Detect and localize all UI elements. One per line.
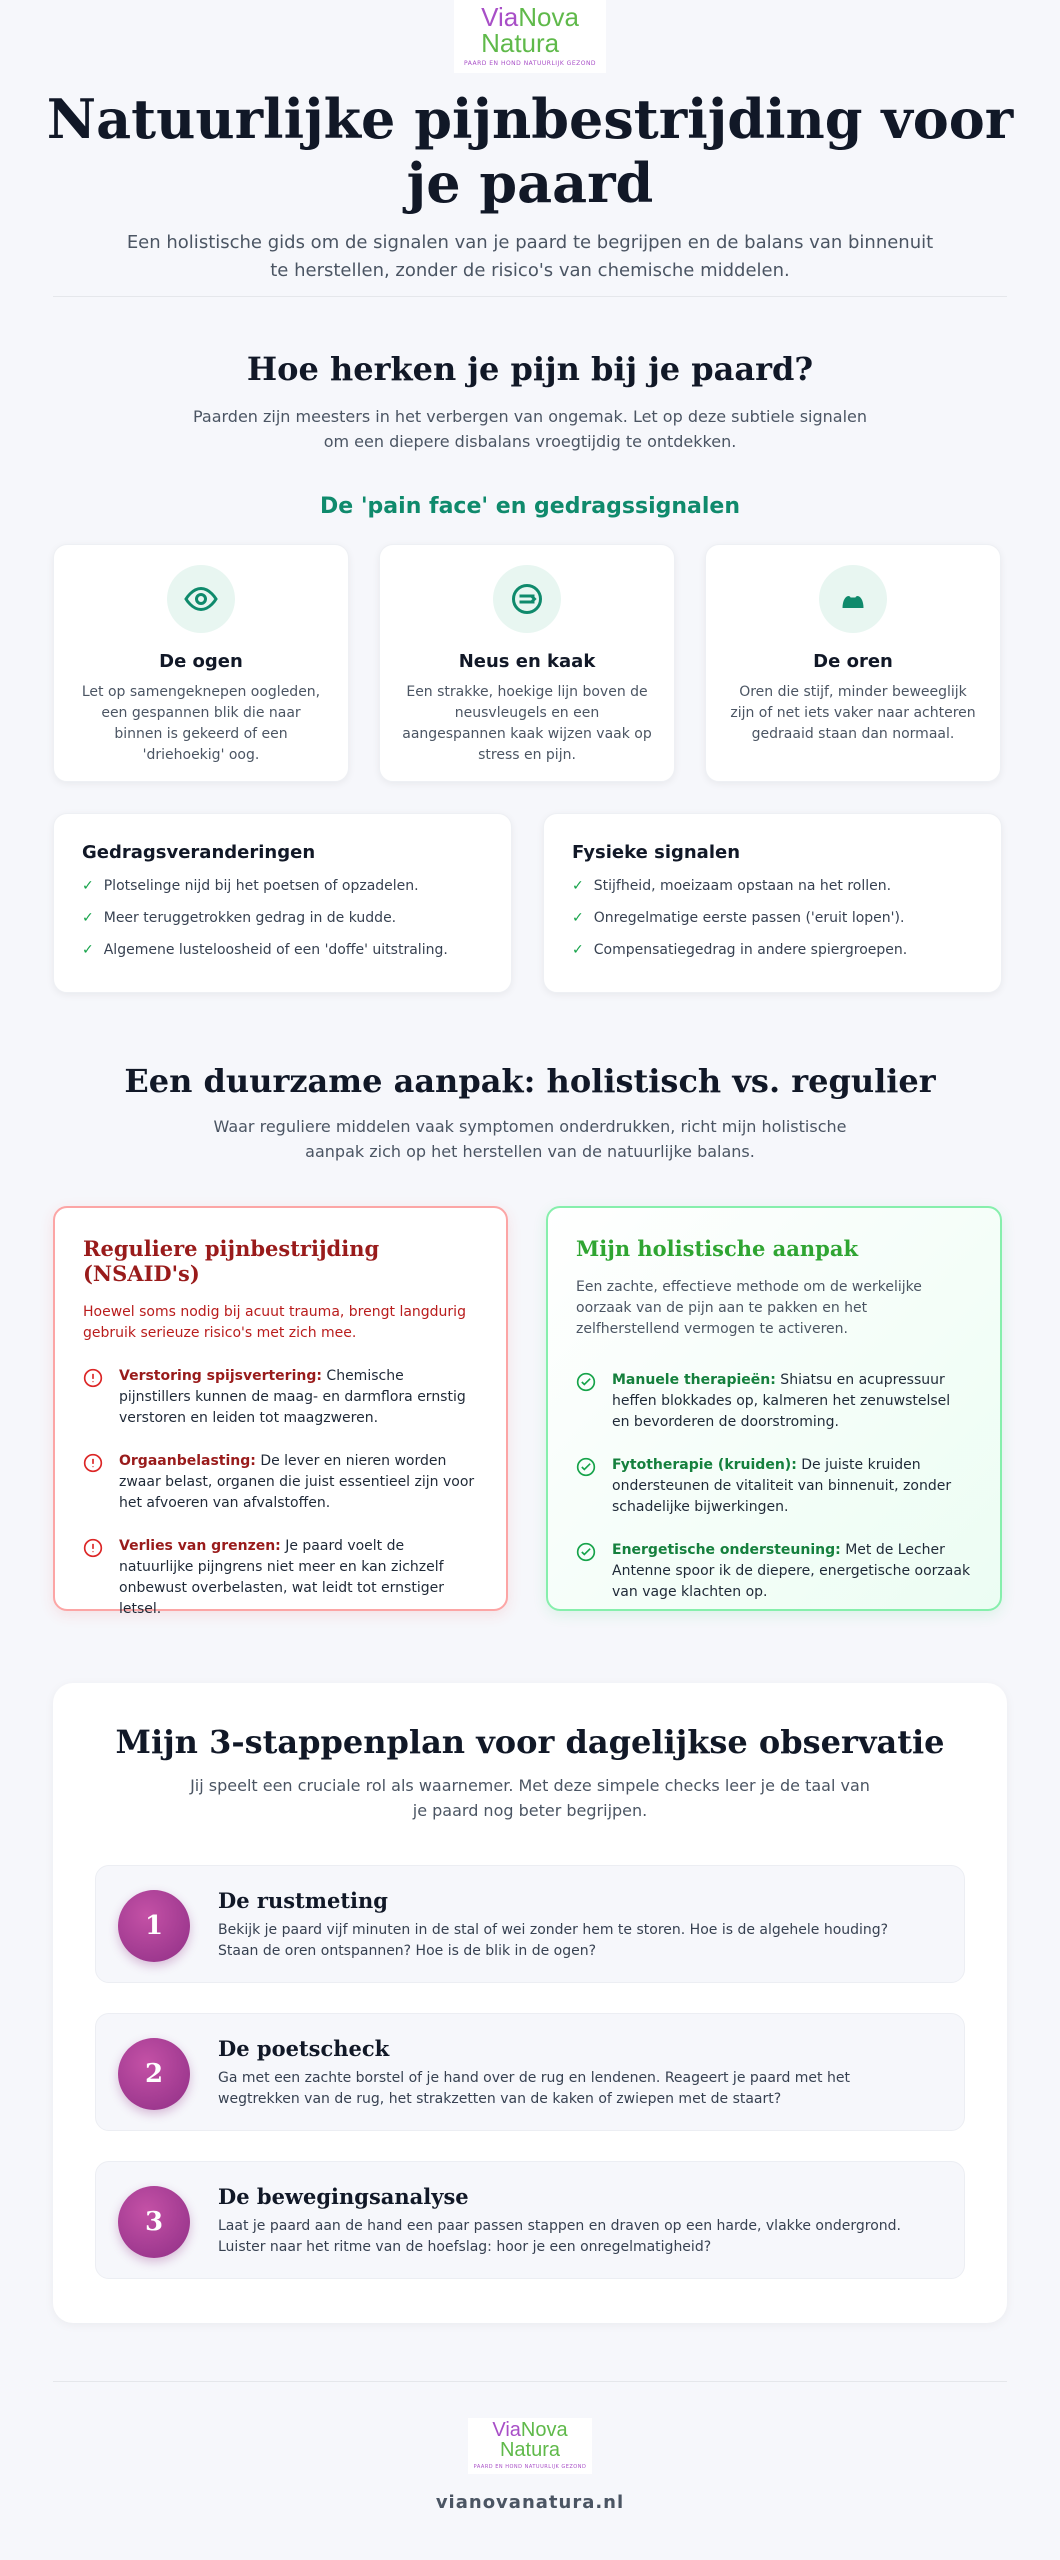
step-card (95, 2013, 965, 2131)
approach-title: Een duurzame aanpak: holistisch vs. regulier (124, 1062, 936, 1100)
step-title: De rustmeting (218, 1888, 388, 1913)
list-item-text: Onregelmatige eerste passen ('eruit lopen'). (593, 910, 905, 926)
list-item (82, 941, 483, 960)
approach-section (0, 1062, 1060, 1164)
list-item (572, 909, 973, 928)
muzzle-icon (493, 565, 561, 633)
point-bold: Energetische ondersteuning: (612, 1542, 841, 1558)
step-text: Laat je paard aan de hand een paar passen stappen en draven op een harde, vlakke ondergrond. Luister naar het ritme van de hoefslag: hoor je een onregelmatigheid? (218, 2218, 901, 2255)
pain-face-heading: De 'pain face' en gedragssignalen (319, 494, 741, 519)
logo-tagline: PAARD EN HOND NATUURLIJK GEZOND (463, 60, 597, 67)
holistic-card (546, 1206, 1002, 1611)
regular-point (83, 1366, 478, 1429)
step-number: 1 (118, 1890, 190, 1962)
point-text: Je paard voelt de natuurlijke pijngrens niet meer en kan zichzelf onbewust overbelasten, wat leidt tot ernstiger letsel. (119, 1538, 444, 1617)
logo-part-via: Via (492, 2419, 521, 2441)
check-icon: ✓ (82, 878, 94, 894)
plan-section (53, 1683, 1007, 2323)
point-bold: Orgaanbelasting: (119, 1453, 256, 1469)
check-icon: ✓ (572, 910, 584, 926)
step-number: 3 (118, 2186, 190, 2258)
step-text: Ga met een zachte borstel of je hand over de rug en lendenen. Reageert je paard met het wegtrekken van de rug, het strakzetten van de kaken of zwiepen met de staart? (218, 2070, 850, 2107)
step-card (95, 2161, 965, 2279)
check-icon: ✓ (82, 942, 94, 958)
list-item (82, 877, 483, 896)
list-item-text: Compensatiegedrag in andere spiergroepen. (593, 942, 908, 958)
footer-logo[interactable] (0, 2418, 1060, 2474)
regular-intro: Hoewel soms nodig bij acuut trauma, brengt langdurig gebruik serieuze risico's met zich mee. (83, 1304, 466, 1341)
check-circle-icon (576, 1455, 598, 1518)
check-icon: ✓ (82, 910, 94, 926)
holistic-point (576, 1370, 972, 1433)
plan-subtitle: Jij speelt een cruciale rol als waarnemer. Met deze simpele checks leer je de taal van je paard nog beter begrijpen. (190, 1776, 870, 1820)
behavior-card (53, 813, 512, 993)
check-circle-icon (576, 1370, 598, 1433)
point-text: Met de Lecher Antenne spoor ik de diepere, energetische oorzaak van vage klachten op. (612, 1542, 971, 1600)
card-text: Oren die stijf, minder beweeglijk zijn of net iets vaker naar achteren gedraaid staan dan normaal. (730, 684, 976, 742)
footer (0, 2418, 1060, 2513)
point-bold: Fytotherapie (kruiden): (612, 1457, 797, 1473)
logo[interactable] (0, 0, 1060, 73)
point-bold: Manuele therapieën: (612, 1372, 776, 1388)
step-number: 2 (118, 2038, 190, 2110)
card-text: Een strakke, hoekige lijn boven de neusvleugels en een aangespannen kaak wijzen vaak op stress en pijn. (402, 684, 652, 763)
list-item-text: Plotselinge nijd bij het poetsen of opzadelen. (103, 878, 419, 894)
plan-title: Mijn 3-stappenplan voor dagelijkse observatie (115, 1723, 945, 1761)
divider (53, 2381, 1007, 2382)
eye-icon (167, 565, 235, 633)
physical-title: Fysieke signalen (572, 842, 741, 863)
recognize-section (0, 350, 1060, 519)
footer-logo-wordmark (492, 2420, 567, 2460)
step-text: Bekijk je paard vijf minuten in de stal of wei zonder hem te storen. Hoe is de algehele houding? Staan de oren ontspannen? Hoe is de blik in de ogen? (218, 1922, 889, 1959)
recognize-subtitle: Paarden zijn meesters in het verbergen van ongemak. Let op deze subtiele signalen om een diepere disbalans vroegtijdig te ontdekken. (192, 407, 868, 451)
point-bold: Verstoring spijsvertering: (119, 1368, 322, 1384)
page-title: Natuurlijke pijnbestrijding voor je paard (46, 87, 1014, 215)
logo-part-natura: Natura (481, 28, 560, 58)
point-text: Chemische pijnstillers kunnen de maag- en darmflora ernstig verstoren en leiden tot maagzweren. (119, 1368, 466, 1426)
card-title: De oren (813, 651, 893, 672)
step-title: De poetscheck (218, 2036, 390, 2061)
list-item-text: Stijfheid, moeizaam opstaan na het rollen. (593, 878, 892, 894)
check-circle-icon (576, 1540, 598, 1603)
step-title: De bewegingsanalyse (218, 2184, 469, 2209)
point-bold: Verlies van grenzen: (119, 1538, 281, 1554)
ears-icon (819, 565, 887, 633)
card-eyes (53, 544, 349, 782)
alert-icon (83, 1451, 105, 1514)
hero (0, 0, 1060, 285)
logo-part-via: Via (481, 2, 519, 32)
list-item-text: Meer teruggetrokken gedrag in de kudde. (103, 910, 397, 926)
list-item-text: Algemene lusteloosheid of een 'doffe' uitstraling. (103, 942, 448, 958)
regular-point (83, 1536, 478, 1620)
page-subtitle: Een holistische gids om de signalen van je paard te begrijpen en de balans van binnenuit te herstellen, zonder de risico's van chemische middelen. (126, 232, 934, 281)
holistic-point (576, 1540, 972, 1603)
alert-icon (83, 1366, 105, 1429)
site-url-link[interactable]: vianovanatura.nl (435, 2492, 625, 2513)
step-card (95, 1865, 965, 1983)
check-icon: ✓ (572, 878, 584, 894)
list-item (572, 941, 973, 960)
regular-title: Reguliere pijnbestrijding (NSAID's) (83, 1236, 380, 1286)
physical-card (543, 813, 1002, 993)
logo-part-natura: Natura (499, 2439, 560, 2461)
point-text: Shiatsu en acupressuur heffen blokkades op, kalmeren het zenuwstelsel en bevorderen de doorstroming. (612, 1372, 951, 1430)
card-title: Neus en kaak (458, 651, 596, 672)
logo-part-nova: Nova (520, 2419, 568, 2441)
list-item (82, 909, 483, 928)
logo-part-nova: Nova (518, 2, 579, 32)
card-ears (705, 544, 1001, 782)
divider (53, 296, 1007, 297)
holistic-intro: Een zachte, effectieve methode om de werkelijke oorzaak van de pijn aan te pakken en het zelfherstellend vermogen te activeren. (576, 1279, 922, 1337)
behavior-title: Gedragsveranderingen (82, 842, 316, 863)
holistic-title: Mijn holistische aanpak (576, 1236, 859, 1261)
approach-subtitle: Waar reguliere middelen vaak symptomen onderdrukken, richt mijn holistische aanpak zich op het herstellen van de natuurlijke balans. (213, 1117, 847, 1161)
card-nose-jaw (379, 544, 675, 782)
logo-tagline: PAARD EN HOND NATUURLIJK GEZOND (473, 2464, 587, 2470)
point-text: De lever en nieren worden zwaar belast, organen die juist essentieel zijn voor het afvoeren van afvalstoffen. (119, 1453, 475, 1511)
logo-wordmark (481, 4, 579, 56)
recognize-title: Hoe herken je pijn bij je paard? (246, 350, 814, 388)
alert-icon (83, 1536, 105, 1620)
regular-card (53, 1206, 508, 1617)
point-text: De juiste kruiden ondersteunen de vitaliteit van binnenuit, zonder schadelijke bijwerkingen. (612, 1457, 952, 1515)
card-title: De ogen (159, 651, 243, 672)
list-item (572, 877, 973, 896)
check-icon: ✓ (572, 942, 584, 958)
regular-point (83, 1451, 478, 1514)
holistic-point (576, 1455, 972, 1518)
card-text: Let op samengeknepen oogleden, een gespannen blik die naar binnen is gekeerd of een 'driehoekig' oog. (81, 684, 321, 763)
